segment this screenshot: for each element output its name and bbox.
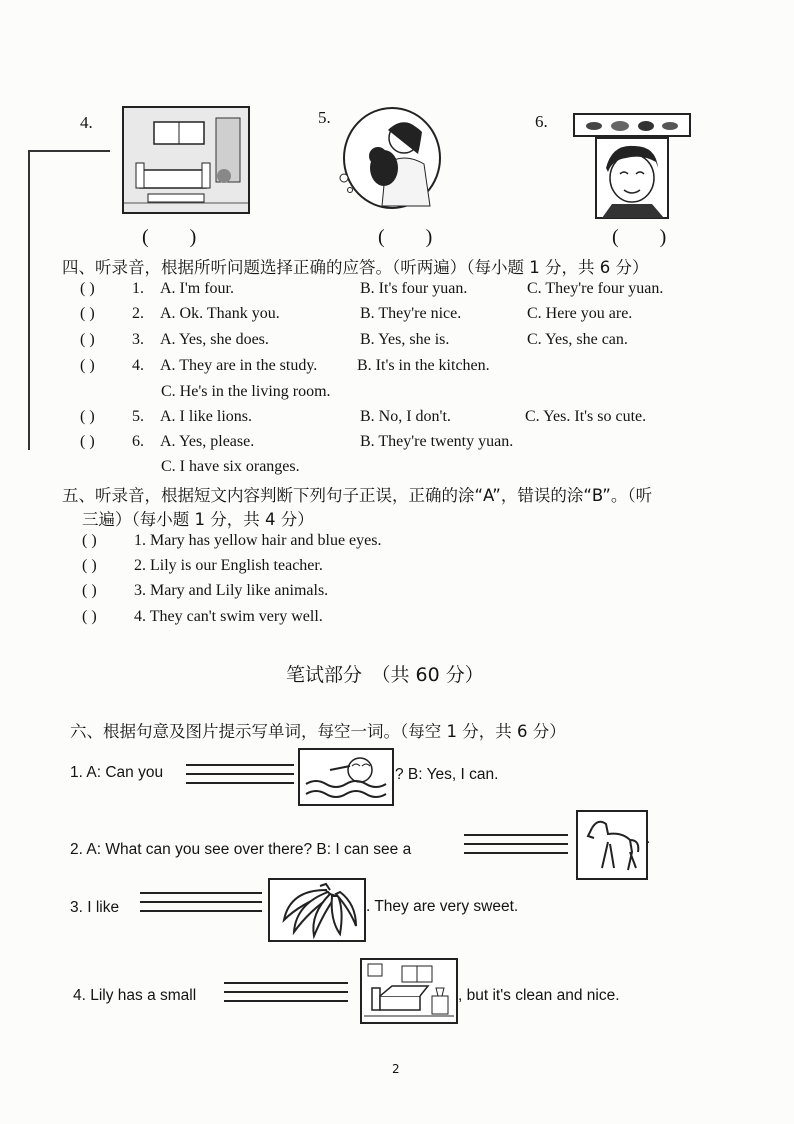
picture-4-living-room bbox=[122, 106, 250, 214]
s5-q3-text: 3. Mary and Lily like animals. bbox=[134, 582, 329, 599]
s4-q1-blank[interactable]: ( ) bbox=[80, 280, 95, 297]
written-part-title: 笔试部分 （共 60 分） bbox=[286, 664, 484, 686]
s4-q4-option-c: C. He's in the living room. bbox=[161, 383, 331, 400]
s5-q4-blank[interactable]: ( ) bbox=[82, 608, 97, 625]
s4-q6-number: 6. bbox=[132, 433, 144, 450]
picture-6-number: 6. bbox=[535, 112, 548, 131]
s4-q6-option-b: B. They're twenty yuan. bbox=[360, 433, 514, 450]
s4-q5-option-a: A. I like lions. bbox=[160, 408, 252, 425]
s4-q3-number: 3. bbox=[132, 331, 144, 348]
page-number: 2 bbox=[392, 1062, 400, 1076]
s5-q1-text: 1. Mary has yellow hair and blue eyes. bbox=[134, 532, 382, 549]
s4-q2-option-b: B. They're nice. bbox=[360, 305, 462, 322]
s6-q3-bananas-picture bbox=[268, 878, 366, 942]
s4-q4-option-b: B. It's in the kitchen. bbox=[357, 357, 490, 374]
s4-q6-blank[interactable]: ( ) bbox=[80, 433, 95, 450]
s4-q1-option-a: A. I'm four. bbox=[160, 280, 234, 297]
section-5-heading-line1: 五、听录音，根据短文内容判断下列句子正误，正确的涂“A”，错误的涂“B”。（听 bbox=[62, 486, 653, 505]
s4-q4-blank[interactable]: ( ) bbox=[80, 357, 95, 374]
s5-q3-blank[interactable]: ( ) bbox=[82, 582, 97, 599]
s6-q4-bedroom-picture bbox=[360, 958, 458, 1024]
s6-q1-after: ? B: Yes, I can. bbox=[395, 766, 499, 783]
s4-q3-option-a: A. Yes, she does. bbox=[160, 331, 269, 348]
s6-q2-answer-lines[interactable] bbox=[464, 834, 568, 861]
s6-q1-before: 1. A: Can you bbox=[70, 764, 164, 781]
s4-q6-option-a: A. Yes, please. bbox=[160, 433, 255, 450]
section-6-heading: 六、根据句意及图片提示写单词，每空一词。（每空 1 分，共 6 分） bbox=[70, 722, 566, 741]
s4-q2-blank[interactable]: ( ) bbox=[80, 305, 95, 322]
s6-q3-answer-lines[interactable] bbox=[140, 892, 262, 919]
s6-q4-before: 4. Lily has a small bbox=[73, 987, 197, 1004]
s6-q1-swim-picture bbox=[298, 748, 394, 806]
s4-q4-number: 4. bbox=[132, 357, 144, 374]
s5-q2-blank[interactable]: ( ) bbox=[82, 557, 97, 574]
s4-q3-blank[interactable]: ( ) bbox=[80, 331, 95, 348]
s4-q3-option-b: B. Yes, she is. bbox=[360, 331, 450, 348]
picture-5-girl-dog bbox=[338, 106, 442, 212]
left-margin-mark bbox=[28, 150, 110, 152]
s4-q2-option-c: C. Here you are. bbox=[527, 305, 633, 322]
picture-4-answer-paren[interactable]: ( ) bbox=[142, 226, 215, 248]
s5-q2-text: 2. Lily is our English teacher. bbox=[134, 557, 323, 574]
left-margin-mark-vertical bbox=[28, 150, 30, 450]
s4-q5-number: 5. bbox=[132, 408, 144, 425]
section-4-heading: 四、听录音，根据所听问题选择正确的应答。（听两遍）（每小题 1 分，共 6 分） bbox=[62, 258, 649, 277]
s4-q1-option-c: C. They're four yuan. bbox=[527, 280, 664, 297]
s6-q4-answer-lines[interactable] bbox=[224, 982, 348, 1009]
s4-q5-blank[interactable]: ( ) bbox=[80, 408, 95, 425]
s6-q2-before: 2. A: What can you see over there? B: I can see a bbox=[70, 841, 412, 858]
s6-q2-after: . bbox=[646, 830, 651, 847]
s4-q3-option-c: C. Yes, she can. bbox=[527, 331, 628, 348]
s4-q4-option-a: A. They are in the study. bbox=[160, 357, 318, 374]
s6-q1-answer-lines[interactable] bbox=[186, 764, 294, 791]
picture-5-number: 5. bbox=[318, 108, 331, 127]
section-5-heading-line2: 三遍）（每小题 1 分，共 4 分） bbox=[82, 510, 314, 529]
picture-5-answer-paren[interactable]: ( ) bbox=[378, 226, 451, 248]
s5-q1-blank[interactable]: ( ) bbox=[82, 532, 97, 549]
picture-4-number: 4. bbox=[80, 113, 93, 132]
s6-q3-before: 3. I like bbox=[70, 899, 120, 916]
s4-q6-option-c: C. I have six oranges. bbox=[161, 458, 300, 475]
s4-q1-option-b: B. It's four yuan. bbox=[360, 280, 468, 297]
s4-q2-option-a: A. Ok. Thank you. bbox=[160, 305, 280, 322]
s4-q2-number: 2. bbox=[132, 305, 144, 322]
s4-q5-option-c: C. Yes. It's so cute. bbox=[525, 408, 647, 425]
picture-6-boy-table bbox=[572, 110, 696, 220]
s4-q5-option-b: B. No, I don't. bbox=[360, 408, 451, 425]
picture-6-answer-paren[interactable]: ( ) bbox=[612, 226, 685, 248]
s6-q2-horse-picture bbox=[576, 810, 651, 880]
s4-q1-number: 1. bbox=[132, 280, 144, 297]
s6-q4-after: , but it's clean and nice. bbox=[458, 987, 620, 1004]
s6-q3-after: . They are very sweet. bbox=[366, 898, 519, 915]
s5-q4-text: 4. They can't swim very well. bbox=[134, 608, 323, 625]
